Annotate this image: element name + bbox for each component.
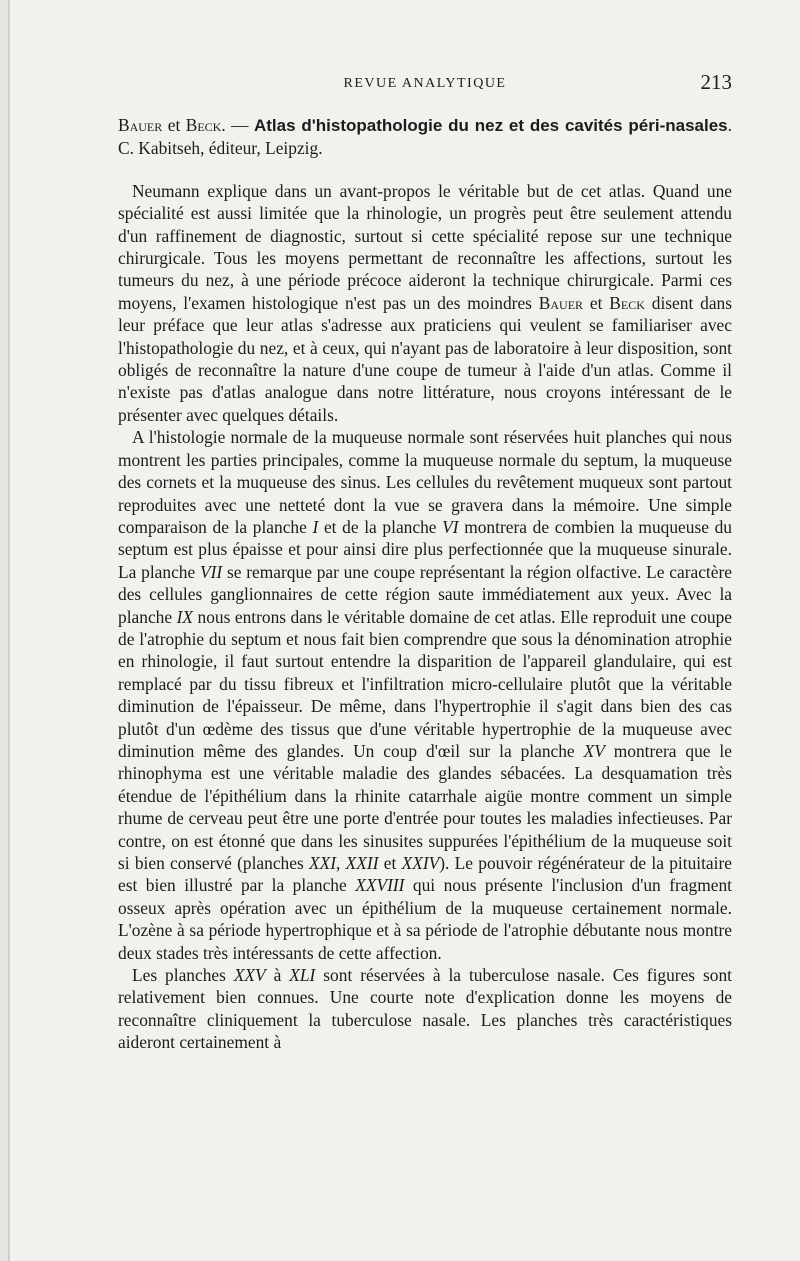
running-head-title: REVUE ANALYTIQUE	[343, 76, 507, 91]
author-1: Bauer	[118, 115, 163, 135]
plate-ref: I	[312, 516, 319, 537]
p3-text-c: sont réservées à la tuberculose nasale. Ces figures sont relativement bien connues. Une courte note d'explication donne les moyens de reconnaître cliniquement la tuberculose nasale. Les planches très caractéristiques aideront certainement à	[118, 965, 732, 1053]
p1-author-2: Beck	[609, 292, 645, 313]
p3-text-b: à	[265, 965, 290, 986]
p1-author-1: Bauer	[538, 292, 584, 313]
plate-ref: XXIV	[401, 853, 440, 873]
plate-ref: XXI	[309, 853, 337, 873]
p2-text-h: et	[378, 853, 402, 873]
book-title: Atlas d'histopathologie du nez et des cavités péri-nasales	[253, 116, 728, 135]
title-dash: . —	[221, 115, 254, 135]
p1-text-b: et	[583, 292, 610, 313]
plate-ref: VI	[442, 516, 459, 537]
plate-ref: IX	[176, 606, 193, 627]
paragraph-3	[118, 964, 732, 1054]
paragraph-2	[118, 426, 732, 964]
plate-ref: XLI	[289, 965, 316, 986]
p1-text-a: Neumann explique dans un avant-propos le véritable but de cet atlas. Quand une spécialité est aussi limitée que la rhinologie, un progrès peut être seulement attendu d'un raffinement de diagnostic, surtout si cette spécialité repose sur une technique chirurgicale. Tous les moyens permettant de reconnaître les affections, surtout les tumeurs du nez, à une période précoce aideront la technique chirurgicale. Parmi ces moyens, l'examen histologique n'est pas un des moindres	[118, 180, 732, 313]
running-head	[118, 70, 732, 96]
page-number: 213	[700, 70, 732, 94]
plate-ref: XXV	[233, 965, 266, 986]
plate-ref: XV	[583, 740, 605, 761]
p2-text-e: nous entrons dans le véritable domaine de cet atlas. Elle reproduit une coupe de l'atrophie du septum et nous fait bien comprendre que sous la dénomination atrophie en rhinologie, il faut surtout entendre la disparition de l'appareil glandulaire, qui est remplacé par du tissu fibreux et l'infiltration micro-cellulaire plutôt que la véritable diminution de l'épaisseur. De même, dans l'hypertrophie il s'agit dans bien des cas plutôt d'un œdème des tissus que d'une véritable hypertrophie de la muqueuse avec diminution même des glandes. Un coup d'œil sur la planche	[118, 606, 732, 761]
p1-text-c: disent dans leur préface que leur atlas s'adresse aux praticiens qui veulent se familiariser avec l'histopathologie du nez, et à ceux, qui n'ayant pas de laboratoire à leur disposition, sont obligés de reconnaître la nature d'une coupe de tumeur à l'aide d'un atlas. Comme il n'existe pas d'atlas analogue dans notre littérature, nous croyons intéressant de le présenter avec quelques détails.	[118, 292, 732, 425]
p2-text-a: A l'histologie normale de la muqueuse normale sont réservées huit planches qui nous montrent les parties principales, comme la muqueuse normale du septum, la muqueuse des cornets et la muqueuse des sinus. Les cellules du revêtement muqueux sont partout reproduites avec une netteté dont la vue se gravera dans la mémoire. Une simple comparaison de la planche	[118, 427, 732, 537]
publisher-info: . C. Kabitseh, éditeur, Leipzig.	[118, 115, 732, 159]
review-header	[118, 114, 732, 160]
page	[8, 0, 800, 1261]
author-conjunction: et	[167, 115, 181, 135]
p2-text-c: montrera de combien la muqueuse du septum est plus épaisse et pour ainsi dire plus perfectionnée que la muqueuse sinurale. La planche	[118, 516, 732, 582]
p2-text-g: ,	[336, 853, 346, 873]
p2-text-f: montrera que le rhinophyma est une véritable maladie des glandes sébacées. La desquamation très étendue de l'épithélium dans la rhinite catarrhale aigüe montre comment un simple rhume de cerveau peut être une porte d'entrée pour toutes les maladies infectieuses. Par contre, on est étonné que dans les sinusites suppurées l'épithélium de la muqueuse soit si bien conservé (planches	[118, 740, 732, 873]
paragraph-1	[118, 180, 732, 426]
p2-text-d: se remarque par une coupe représentant la région olfactive. Le caractère des cellules ganglionnaires de cette région saute immédiatement aux yeux. Avec la planche	[118, 561, 732, 627]
author-2: Beck	[185, 115, 222, 135]
plate-ref: XXII	[345, 853, 379, 873]
p2-text-b: et de la planche	[318, 516, 443, 537]
p2-text-j: ). Le pouvoir régénérateur de la pituitaire est bien illustré par la planche	[118, 853, 732, 896]
plate-ref: XXVIII	[355, 875, 405, 896]
article-body	[118, 114, 732, 1054]
p3-text-a: Les planches	[132, 965, 234, 986]
plate-ref: VII	[199, 561, 223, 582]
p2-text-k: qui nous présente l'inclusion d'un fragment osseux après opération avec un épithélium de la muqueuse certainement normale. L'ozène à sa période hypertrophique et à sa période de l'atrophie débutante nous montre deux stades très intéressants de cette affection.	[118, 875, 732, 963]
